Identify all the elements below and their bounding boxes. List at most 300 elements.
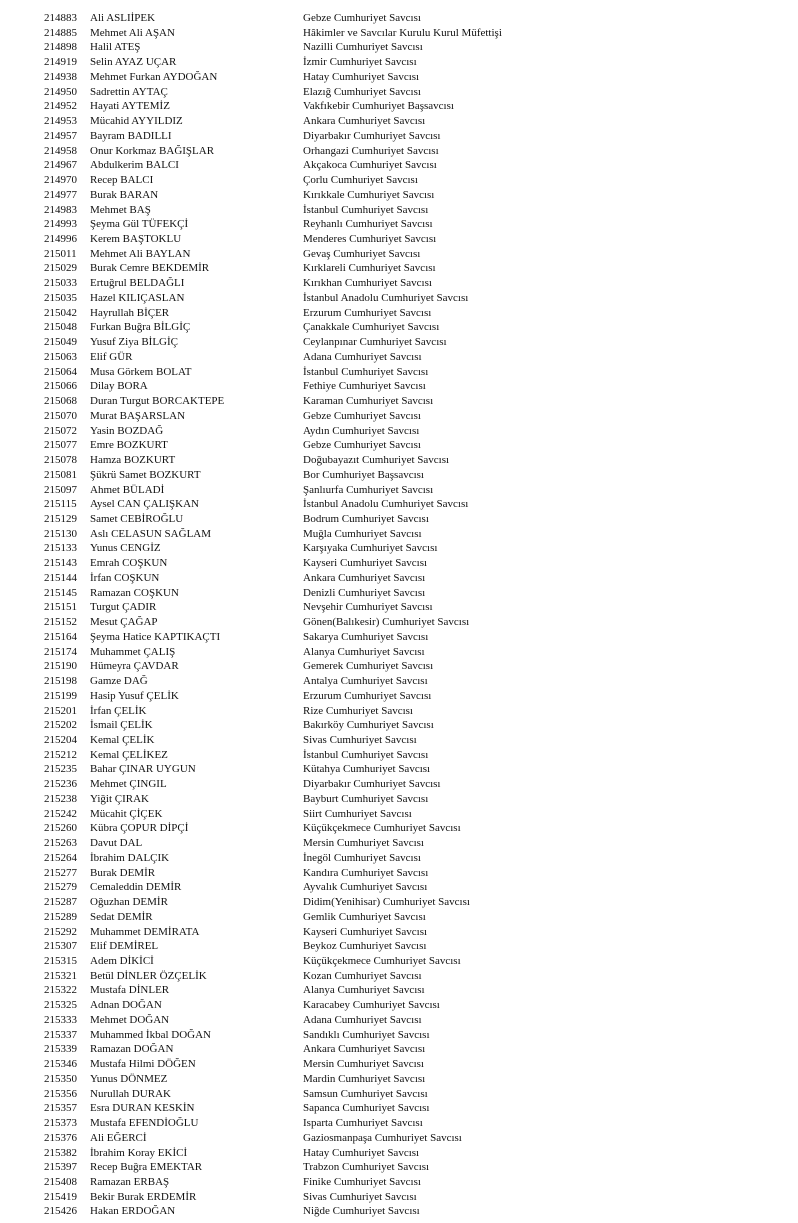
position-title: Gebze Cumhuriyet Savcısı [303,409,421,422]
position-title: Hatay Cumhuriyet Savcısı [303,70,420,83]
list-row [0,173,798,188]
record-number: 215029 [44,262,77,275]
person-name: Esra DURAN KESKİN [90,1102,195,1115]
person-name: Elif DEMİREL [90,940,159,953]
list-row [0,85,798,100]
list-row [0,1087,798,1102]
list-row [0,1028,798,1043]
record-number: 214883 [44,12,77,24]
position-title: Niğde Cumhuriyet Savcısı [303,1205,420,1218]
list-row [0,350,798,365]
position-title: Kayseri Cumhuriyet Savcısı [303,925,428,938]
list-row [0,571,798,586]
position-title: Ankara Cumhuriyet Savcısı [303,571,426,584]
person-name: İrfan ÇELİK [90,704,147,717]
person-name: Sedat DEMİR [90,910,153,923]
position-title: Gaziosmanpaşa Cumhuriyet Savcısı [303,1131,462,1144]
list-row [0,70,798,85]
list-row [0,1042,798,1057]
list-row [0,99,798,114]
position-title: İstanbul Cumhuriyet Savcısı [303,748,429,761]
person-name: Elif GÜR [90,350,133,363]
position-title: Küçükçekmece Cumhuriyet Savcısı [303,822,461,835]
list-row [0,26,798,41]
position-title: Karacabey Cumhuriyet Savcısı [303,999,440,1012]
person-name: Muhammed İkbal DOĞAN [90,1028,211,1041]
person-name: Burak DEMİR [90,866,156,879]
person-name: Sadrettin AYTAÇ [90,85,168,98]
person-name: Burak BARAN [90,188,159,201]
position-title: İstanbul Anadolu Cumhuriyet Savcısı [303,498,469,511]
position-title: Kandıra Cumhuriyet Savcısı [303,866,429,879]
list-row [0,232,798,247]
list-row [0,453,798,468]
person-name: Mesut ÇAĞAP [90,616,158,629]
record-number: 215373 [44,1117,77,1130]
record-number: 215174 [44,645,77,658]
record-number: 215199 [44,689,77,702]
person-name: Mehmet Ali AŞAN [90,26,175,39]
position-title: Gevaş Cumhuriyet Savcısı [303,247,421,260]
list-row [0,630,798,645]
list-row [0,335,798,350]
person-name: Mustafa EFENDİOĞLU [90,1117,199,1130]
list-row [0,792,798,807]
list-row [0,880,798,895]
position-title: Sakarya Cumhuriyet Savcısı [303,630,429,643]
list-row [0,969,798,984]
record-number: 215337 [44,1028,77,1041]
person-name: Mehmet Ali BAYLAN [90,247,191,260]
record-number: 215042 [44,306,77,319]
position-title: Diyarbakır Cumhuriyet Savcısı [303,129,441,142]
list-row [0,247,798,262]
list-row [0,939,798,954]
person-name: Bayram BADILLI [90,129,172,142]
position-title: Ceylanpınar Cumhuriyet Savcısı [303,336,447,349]
record-number: 215307 [44,940,77,953]
position-title: Isparta Cumhuriyet Savcısı [303,1117,423,1130]
person-name: Recep Buğra EMEKTAR [90,1161,203,1174]
person-name: Hakan ERDOĞAN [90,1205,176,1218]
position-title: Menderes Cumhuriyet Savcısı [303,233,437,246]
person-name: Betül DİNLER ÖZÇELİK [90,969,207,982]
person-name: Mustafa Hilmi DÖĞEN [90,1058,196,1071]
person-name: Muhammet DEMİRATA [90,925,200,938]
position-title: Alanya Cumhuriyet Savcısı [303,645,425,658]
position-title: Rize Cumhuriyet Savcısı [303,704,413,717]
person-name: İrfan COŞKUN [90,571,160,584]
position-title: Gönen(Balıkesir) Cumhuriyet Savcısı [303,616,470,629]
list-row [0,1175,798,1190]
position-title: Kayseri Cumhuriyet Savcısı [303,557,428,570]
list-row [0,409,798,424]
person-name: Nurullah DURAK [90,1087,171,1100]
list-row [0,1131,798,1146]
position-title: İzmir Cumhuriyet Savcısı [303,56,417,69]
position-title: Bakırköy Cumhuriyet Savcısı [303,719,434,732]
record-number: 215201 [44,704,77,717]
record-number: 215322 [44,984,77,997]
position-title: Ankara Cumhuriyet Savcısı [303,1043,426,1056]
record-number: 215115 [44,498,77,511]
list-row [0,807,798,822]
record-number: 215202 [44,719,77,732]
position-title: Vakfıkebir Cumhuriyet Başsavcısı [303,100,454,113]
record-number: 215382 [44,1146,77,1159]
person-name: Şeyma Hatice KAPTIKAÇTI [90,630,221,643]
list-row [0,1146,798,1161]
person-name: Bekir Burak ERDEMİR [90,1190,197,1203]
person-name: Hazel KILIÇASLAN [90,291,185,304]
position-title: Mersin Cumhuriyet Savcısı [303,1058,424,1071]
list-row [0,1160,798,1175]
person-name: Kerem BAŞTOKLU [90,233,182,246]
list-row [0,11,798,26]
position-title: Sandıklı Cumhuriyet Savcısı [303,1028,430,1041]
person-name: Gamze DAĞ [90,675,148,688]
position-title: Kırıkhan Cumhuriyet Savcısı [303,277,432,290]
list-row [0,129,798,144]
record-number: 215063 [44,350,77,363]
list-row [0,438,798,453]
record-number: 215350 [44,1072,77,1085]
list-row [0,600,798,615]
list-row [0,925,798,940]
list-row [0,851,798,866]
position-title: Trabzon Cumhuriyet Savcısı [303,1161,430,1174]
position-title: İnegöl Cumhuriyet Savcısı [303,851,421,864]
position-title: Muğla Cumhuriyet Savcısı [303,527,422,540]
person-name: Abdulkerim BALCI [90,159,179,172]
record-number: 215357 [44,1102,77,1115]
record-number: 215333 [44,1013,77,1026]
list-row [0,615,798,630]
record-number: 215263 [44,837,77,850]
position-title: Karşıyaka Cumhuriyet Savcısı [303,542,438,555]
list-row [0,748,798,763]
list-row [0,291,798,306]
position-title: Elazığ Cumhuriyet Savcısı [303,85,421,98]
person-name: Mehmet ÇINGIL [90,778,167,791]
record-number: 215198 [44,675,77,688]
record-number: 215143 [44,557,77,570]
list-row [0,1101,798,1116]
record-number: 215048 [44,321,77,334]
list-row [0,674,798,689]
position-title: Samsun Cumhuriyet Savcısı [303,1087,428,1100]
position-title: Bodrum Cumhuriyet Savcısı [303,512,429,525]
position-title: Diyarbakır Cumhuriyet Savcısı [303,778,441,791]
list-row [0,895,798,910]
position-title: Karaman Cumhuriyet Savcısı [303,395,434,408]
person-name: Hayati AYTEMİZ [90,100,170,113]
record-number: 214919 [44,56,77,69]
list-row [0,689,798,704]
person-name: Muhammet ÇALIŞ [90,645,176,658]
person-name: Hasip Yusuf ÇELİK [90,689,179,702]
record-number: 215260 [44,822,77,835]
record-number: 215419 [44,1190,77,1203]
person-name: Ahmet BÜLADİ [90,483,165,496]
record-number: 215376 [44,1131,77,1144]
position-title: Ayvalık Cumhuriyet Savcısı [303,881,428,894]
position-title: Akçakoca Cumhuriyet Savcısı [303,159,437,172]
person-name: Oğuzhan DEMİR [90,896,168,909]
record-number: 215068 [44,395,77,408]
record-number: 215289 [44,910,77,923]
person-name: Bahar ÇINAR UYGUN [90,763,196,776]
position-title: Nazilli Cumhuriyet Savcısı [303,41,423,54]
position-title: Sivas Cumhuriyet Savcısı [303,733,417,746]
person-name: Mücahid AYYILDIZ [90,115,183,128]
position-title: Erzurum Cumhuriyet Savcısı [303,306,432,319]
list-row [0,910,798,925]
person-name: Mehmet BAŞ [90,203,151,216]
list-row [0,1013,798,1028]
list-row [0,541,798,556]
record-number: 214996 [44,233,77,246]
record-number: 215077 [44,439,77,452]
list-row [0,659,798,674]
position-title: Çorlu Cumhuriyet Savcısı [303,174,418,187]
record-number: 215049 [44,336,77,349]
position-title: Fethiye Cumhuriyet Savcısı [303,380,426,393]
record-number: 215066 [44,380,77,393]
record-number: 215190 [44,660,77,673]
person-name: Emre BOZKURT [90,439,168,452]
list-row [0,704,798,719]
person-name: Burak Cemre BEKDEMİR [90,262,210,275]
position-title: Gemerek Cumhuriyet Savcısı [303,660,434,673]
record-number: 215145 [44,586,77,599]
record-number: 215129 [44,512,77,525]
position-title: Bor Cumhuriyet Başsavcısı [303,468,424,481]
record-number: 215144 [44,571,77,584]
person-name: Kemal ÇELİK [90,733,155,746]
position-title: Kırıkkale Cumhuriyet Savcısı [303,188,435,201]
list-row [0,866,798,881]
list-row [0,365,798,380]
record-number: 215238 [44,792,77,805]
person-name: Ali ASLIİPEK [90,12,156,24]
record-number: 214958 [44,144,77,157]
position-title: Denizli Cumhuriyet Savcısı [303,586,426,599]
person-name: Recep BALCI [90,174,154,187]
position-title: Antalya Cumhuriyet Savcısı [303,675,428,688]
person-name: Selin AYAZ UÇAR [90,56,177,69]
record-number: 214950 [44,85,77,98]
list-row [0,983,798,998]
record-number: 215325 [44,999,77,1012]
list-row [0,40,798,55]
record-number: 215212 [44,748,77,761]
list-row [0,114,798,129]
position-title: Bayburt Cumhuriyet Savcısı [303,792,429,805]
list-row [0,1057,798,1072]
list-row [0,1116,798,1131]
list-row [0,954,798,969]
person-name: Duran Turgut BORCAKTEPE [90,395,225,408]
record-number: 215072 [44,424,77,437]
record-number: 215033 [44,277,77,290]
position-title: İstanbul Anadolu Cumhuriyet Savcısı [303,291,469,304]
record-number: 215277 [44,866,77,879]
list-row [0,777,798,792]
person-name: Hamza BOZKURT [90,454,176,467]
position-title: Orhangazi Cumhuriyet Savcısı [303,144,439,157]
list-row [0,836,798,851]
position-title: Çanakkale Cumhuriyet Savcısı [303,321,440,334]
list-row [0,497,798,512]
person-name: Ertuğrul BELDAĞLI [90,277,185,290]
person-name: Furkan Buğra BİLGİÇ [90,321,191,334]
position-title: Reyhanlı Cumhuriyet Savcısı [303,218,433,231]
person-name: Onur Korkmaz BAĞIŞLAR [90,144,215,157]
person-name: Mücahit ÇİÇEK [90,807,163,820]
list-row [0,261,798,276]
position-title: Gebze Cumhuriyet Savcısı [303,439,421,452]
person-name: Mehmet DOĞAN [90,1013,170,1026]
list-row [0,379,798,394]
position-title: Doğubayazıt Cumhuriyet Savcısı [303,454,450,467]
person-name: Hayrullah BİÇER [90,306,170,319]
person-name: Murat BAŞARSLAN [90,409,186,422]
person-name: Davut DAL [90,837,143,850]
person-name: Yunus CENGİZ [90,542,161,555]
list-row [0,320,798,335]
record-number: 215346 [44,1058,77,1071]
position-title: Sapanca Cumhuriyet Savcısı [303,1102,430,1115]
person-name: Kübra ÇOPUR DİPÇİ [90,822,189,835]
list-row [0,158,798,173]
record-number: 215133 [44,542,77,555]
record-number: 215264 [44,851,77,864]
position-title: Beykoz Cumhuriyet Savcısı [303,940,427,953]
position-title: Aydın Cumhuriyet Savcısı [303,424,420,437]
person-name: Şükrü Samet BOZKURT [90,468,201,481]
list-row [0,527,798,542]
person-name: Yasin BOZDAĞ [90,424,164,437]
position-title: Finike Cumhuriyet Savcısı [303,1176,421,1189]
position-title: Nevşehir Cumhuriyet Savcısı [303,601,433,614]
list-row [0,188,798,203]
position-title: Kozan Cumhuriyet Savcısı [303,969,422,982]
position-title: Gebze Cumhuriyet Savcısı [303,12,421,24]
list-row [0,586,798,601]
person-name: Mustafa DİNLER [90,984,170,997]
record-number: 214970 [44,174,77,187]
record-number: 215321 [44,969,77,982]
list-row [0,276,798,291]
list-row [0,203,798,218]
position-title: İstanbul Cumhuriyet Savcısı [303,203,429,216]
person-name: Ramazan ERBAŞ [90,1176,170,1189]
list-row [0,821,798,836]
position-title: Ankara Cumhuriyet Savcısı [303,115,426,128]
record-number: 214885 [44,26,77,39]
list-row [0,733,798,748]
position-title: Mardin Cumhuriyet Savcısı [303,1072,426,1085]
person-name: Turgut ÇADIR [90,601,157,614]
list-row [0,1072,798,1087]
record-number: 215011 [44,247,77,260]
list-row [0,512,798,527]
record-number: 215064 [44,365,77,378]
position-title: Adana Cumhuriyet Savcısı [303,1013,422,1026]
record-number: 215356 [44,1087,77,1100]
record-number: 215236 [44,778,77,791]
record-number: 215292 [44,925,77,938]
position-title: Kütahya Cumhuriyet Savcısı [303,763,431,776]
record-number: 215315 [44,955,77,967]
record-number: 215397 [44,1161,77,1174]
record-number: 215151 [44,601,77,614]
position-title: Erzurum Cumhuriyet Savcısı [303,689,432,702]
record-number: 215081 [44,468,77,481]
record-number: 215130 [44,527,77,540]
person-name: Mehmet Furkan AYDOĞAN [90,70,218,83]
person-name: Yiğit ÇIRAK [90,792,149,805]
position-title: Gemlik Cumhuriyet Savcısı [303,910,426,923]
record-number: 214983 [44,203,77,216]
person-name: Dilay BORA [90,380,148,393]
list-row [0,424,798,439]
list-row [0,394,798,409]
record-number: 215339 [44,1043,77,1056]
record-number: 215426 [44,1205,77,1218]
person-name: Adnan DOĞAN [90,999,162,1012]
person-name: Yunus DÖNMEZ [90,1072,168,1085]
list-row [0,645,798,660]
record-number: 215164 [44,630,77,643]
record-number: 214952 [44,100,77,113]
list-row [0,217,798,232]
list-row [0,762,798,777]
list-row [0,556,798,571]
person-name: Aslı CELASUN SAĞLAM [90,527,212,540]
record-number: 215070 [44,409,77,422]
record-number: 214967 [44,159,77,172]
position-title: Siirt Cumhuriyet Savcısı [303,807,412,820]
record-number: 215152 [44,616,77,629]
appointment-list [0,11,798,1219]
record-number: 215204 [44,733,77,746]
position-title: İstanbul Cumhuriyet Savcısı [303,365,429,378]
record-number: 215035 [44,291,77,304]
person-name: Emrah COŞKUN [90,557,168,570]
person-name: Ali EĞERCİ [90,1131,147,1144]
record-number: 215242 [44,807,77,820]
record-number: 215287 [44,896,77,909]
person-name: Cemaleddin DEMİR [90,881,182,894]
list-row [0,468,798,483]
record-number: 215408 [44,1176,77,1189]
list-row [0,55,798,70]
person-name: Kemal ÇELİKEZ [90,748,168,761]
position-title: Didim(Yenihisar) Cumhuriyet Savcısı [303,896,470,909]
list-row [0,718,798,733]
list-row [0,1204,798,1219]
record-number: 214898 [44,41,77,54]
person-name: İbrahim DALÇIK [90,851,170,864]
person-name: Ramazan DOĞAN [90,1043,174,1056]
person-name: Halil ATEŞ [90,41,141,54]
position-title: Küçükçekmece Cumhuriyet Savcısı [303,955,461,967]
position-title: Hatay Cumhuriyet Savcısı [303,1146,420,1159]
person-name: Musa Görkem BOLAT [90,365,192,378]
person-name: Yusuf Ziya BİLGİÇ [90,336,178,349]
